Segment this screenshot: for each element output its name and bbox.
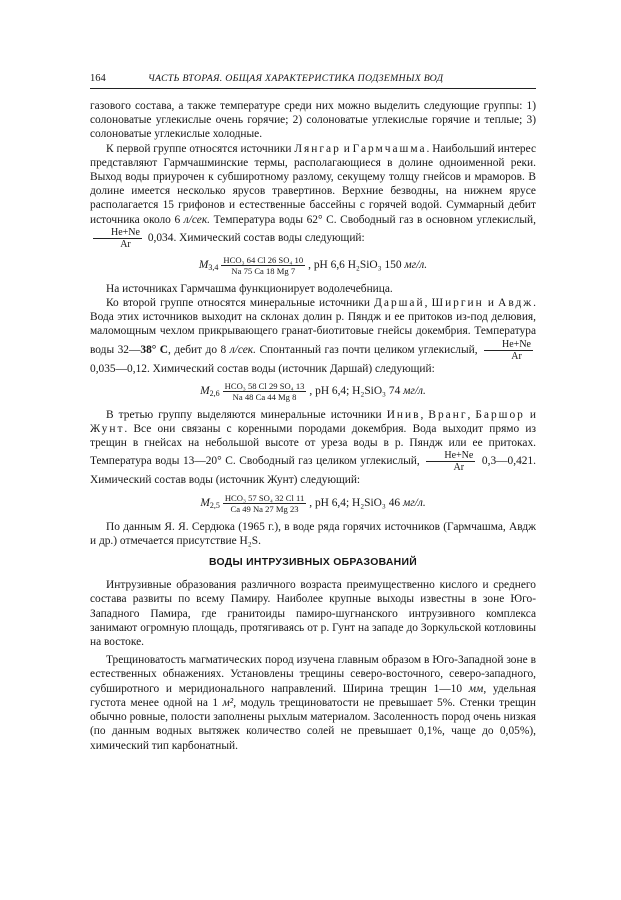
gas-ratio-fraction: $\frac{He+Ne}{Ar}$ <box>93 227 142 250</box>
paragraph-second-group: Ко второй группе относятся минеральные источники Даршай, Ширгин и Авдж. Вода этих источников выходит на склонах долин р. Пяндж и ее притоков из-под делювия, маломощным чехлом прикрывающего гранат-биотитовые гнейсы докембрия. Температура воды 32—38° С, дебит до 8 л/сек. Спонтанный газ почти целиком углекислый, $\frac{He+Ne}{Ar}$ 0,035—0,12. Химический состав воды (источник Даршай) следующий: <box>90 297 536 375</box>
paragraph-hydropathic: На источниках Гармчашма функционирует водолечебница. <box>106 282 393 295</box>
page-number: 164 <box>90 73 106 84</box>
kurlov-formula-3: $M_{2,5}$ $\frac{\text{HCO₃ 57 SO₄ 32 Cl 11}}{Ca 49 Na 27 Mg 23}$ , pH 6,4; H₂SiO₃ 46 мг/л. <box>200 492 426 514</box>
paragraph-groups: газового состава, а также температуре среди них можно выделить следующие группы: 1) солоноватые углекислые очень горячие; 2) солоноватые углекислые горячие и теплые; 3) солоноватые углекислые холодные. <box>90 100 536 141</box>
running-title: ЧАСТЬ ВТОРАЯ. ОБЩАЯ ХАРАКТЕРИСТИКА ПОДЗЕМНЫХ ВОД <box>148 73 444 84</box>
kurlov-formula-2: $M_{2,6}$ $\frac{\text{HCO₃ 58 Cl 29 SO₄ 13}}{Na 48 Ca 44 Mg 8}$ , pH 6,4; H₂SiO₃ 74 мг/л. <box>200 380 426 402</box>
kurlov-formula-1: $M_{3,4}$ $\frac{\text{HCO₃ 64 Cl 26 SO₄ 10}}{Na 75 Ca 18 Mg 7}$ , pH 6,6 H₂SiO₃ 150 мг/л. <box>198 254 428 276</box>
paragraph-fracturing: Трещиноватость магматических пород изучена главным образом в Юго-Западной зоне в естественных обнажениях. Установлены трещины северо-восточного, северо-западного, субширотного и меридионального направлений. Ширина трещин 1—10 мм, удельная густота менее одной на 1 м², модуль трещиноватости не превышает 5%. Стенки трещин обычно ровные, полости заполнены рыхлым материалом. Засоленность пород очень низкая (по данным водных вытяжек количество солей не превышает 0,1%, чаще до 0,05%), химический тип карбонатный. <box>90 654 536 752</box>
paragraph-intrusive: Интрузивные образования различного возраста преимущественно кислого и среднего состава развиты по всему Памиру. Наиболее крупные выходы известны в зоне Юго-Западного Памира, где гранитоиды памиро-шугнанского интрузивного комплекса занимают огромную площадь, протягиваясь от р. Гунт на западе до Зоркульской котловины на востоке. <box>90 579 536 649</box>
section-heading: ВОДЫ ИНТРУЗИВНЫХ ОБРАЗОВАНИЙ <box>208 557 418 569</box>
paragraph-third-group: В третью группу выделяются минеральные источники Инив, Вранг, Баршор и Жунт. Все они связаны с коренными породами докембрия. Вода выходит прямо из трещин в гнейсах на небольшой высоте от уреза воды в р. Пяндж или ее притоках. Температура воды 13—20° С. Свободный газ целиком углекислый, $\frac{He+Ne}{Ar}$ 0,3—0,421. Химический состав воды (источник Жунт) следующий: <box>90 408 537 487</box>
gas-ratio-fraction: $\frac{He+Ne}{Ar}$ <box>426 450 475 473</box>
running-header <box>90 72 536 89</box>
paragraph-first-group: К первой группе относятся источники Лянгар и Гармчашма. Наибольший интерес представляют Гармчашминские термы, располагающиеся в долине одноименной реки. Выход воды приурочен к субширотному разлому, секущему толщу гнейсов и мраморов. В долине имеется несколько ярусов травертинов. Верхние безводны, на нижнем ярусе располагается 15 грифонов и естественные бассейны с горячей водой. Суммарный дебит источника около 6 л/сек. Температура воды 62° С. Свободный газ в основном углекислый, $\frac{He+Ne}{Ar}$ 0,034. Химический состав воды следующий: <box>90 142 537 250</box>
gas-ratio-fraction: $\frac{He+Ne}{Ar}$ <box>484 339 533 362</box>
book-page <box>90 72 536 753</box>
paragraph-serdyuk: По данным Я. Я. Сердюка (1965 г.), в воде ряда горячих источников (Гармчашма, Авдж и др.) отмечается присутствие H₂S. <box>90 520 536 547</box>
